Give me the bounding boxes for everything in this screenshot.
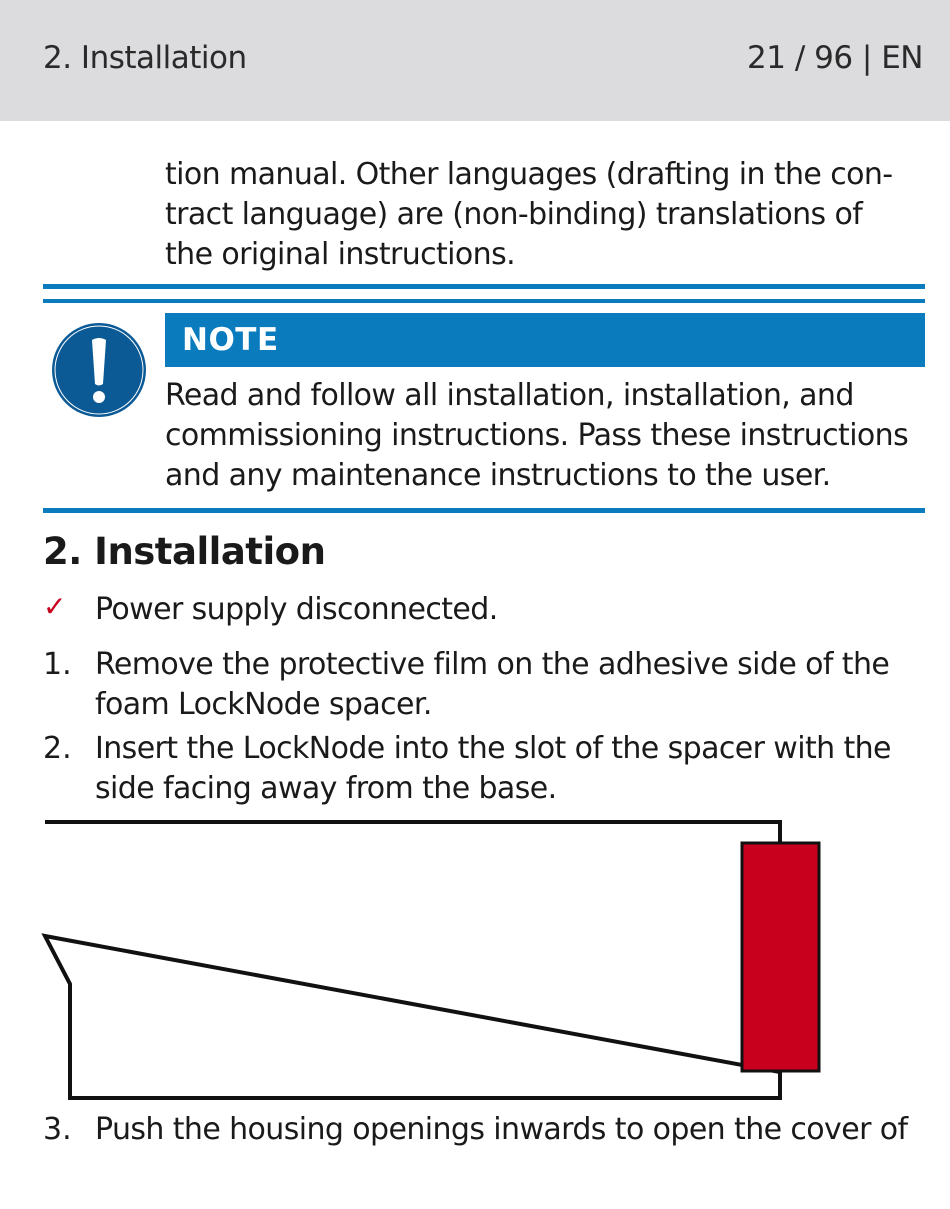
page-header [0,0,950,121]
note-label: NOTE [182,322,279,358]
intro-paragraph [165,155,925,275]
precondition-text [95,590,925,630]
section-heading: 2. Installation [43,530,326,573]
step-2-text [95,729,925,809]
intro-line: tion manual. Other languages (drafting in the con- [165,157,893,192]
intro-line: the original instructions. [165,237,516,272]
note-line: Read and follow all installation, installation, and [165,378,854,413]
spacer-outline [45,822,780,1098]
step-line: side facing away from the base. [95,771,557,806]
step-number: 3. [43,1112,72,1147]
note-header-bar [165,313,925,367]
step-line: Push the housing openings inwards to open the cover of [95,1112,908,1147]
note-top-rule [43,284,925,289]
step-line: Insert the LockNode into the slot of the spacer with the [95,731,891,766]
header-section-title: 2. Installation [43,40,247,76]
step-3-text [95,1110,925,1150]
exclamation-icon [51,322,147,418]
locknode-spacer-diagram [40,818,830,1104]
step-1-text [95,645,925,725]
step-line: Remove the protective film on the adhesive side of the [95,647,890,682]
locknode-device [742,843,819,1071]
step-number: 2. [43,731,72,766]
note-top-rule-inner [43,299,925,303]
step-number: 1. [43,647,72,682]
note-line: and any maintenance instructions to the user. [165,458,831,493]
note-bottom-rule [43,508,925,513]
intro-line: tract language) are (non-binding) translations of [165,197,863,232]
note-body [165,376,925,496]
step-line: foam LockNode spacer. [95,687,432,722]
precondition-line: Power supply disconnected. [95,592,498,627]
header-page-info: 21 / 96 | EN [747,40,923,76]
checkmark-icon: ✓ [43,590,67,623]
note-line: commissioning instructions. Pass these instructions [165,418,909,453]
